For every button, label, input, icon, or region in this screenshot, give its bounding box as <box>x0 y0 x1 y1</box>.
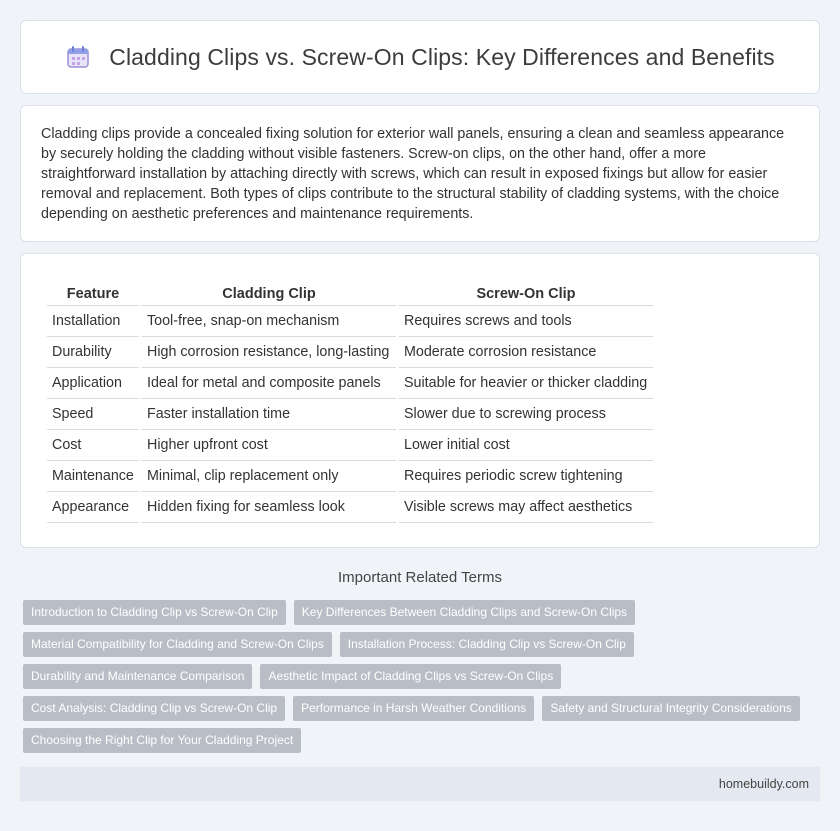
table-row <box>47 306 653 337</box>
cladding-clip-cell: Minimal, clip replacement only <box>142 461 396 492</box>
table-row <box>47 430 653 461</box>
cladding-clip-cell: Hidden fixing for seamless look <box>142 492 396 523</box>
feature-cell: Application <box>47 368 139 399</box>
comparison-card <box>20 253 820 548</box>
related-term-tag[interactable]: Durability and Maintenance Comparison <box>23 664 252 689</box>
feature-cell: Speed <box>47 399 139 430</box>
table-row <box>47 337 653 368</box>
header-card <box>20 20 820 94</box>
related-term-tag[interactable]: Installation Process: Cladding Clip vs Screw-On Clip <box>340 632 634 657</box>
table-row <box>47 492 653 523</box>
intro-card <box>20 105 820 242</box>
feature-cell: Appearance <box>47 492 139 523</box>
cladding-clip-cell: Higher upfront cost <box>142 430 396 461</box>
calendar-icon <box>65 44 91 70</box>
feature-cell: Installation <box>47 306 139 337</box>
cladding-clip-cell: High corrosion resistance, long-lasting <box>142 337 396 368</box>
screw-on-clip-cell: Moderate corrosion resistance <box>399 337 653 368</box>
screw-on-clip-cell: Requires periodic screw tightening <box>399 461 653 492</box>
feature-cell: Cost <box>47 430 139 461</box>
table-header-row <box>47 280 653 306</box>
footer-site-link[interactable]: homebuildy.com <box>718 777 809 791</box>
screw-on-clip-cell: Slower due to screwing process <box>399 399 653 430</box>
page-title: Cladding Clips vs. Screw-On Clips: Key Differences and Benefits <box>109 43 775 70</box>
related-term-tag[interactable]: Choosing the Right Clip for Your Cladding Project <box>23 728 301 753</box>
screw-on-clip-cell: Requires screws and tools <box>399 306 653 337</box>
cladding-clip-cell: Faster installation time <box>142 399 396 430</box>
related-terms-list <box>23 600 823 760</box>
related-term-tag[interactable]: Material Compatibility for Cladding and Screw-On Clips <box>23 632 332 657</box>
table-row <box>47 461 653 492</box>
table-row <box>47 368 653 399</box>
cladding-clip-cell: Tool-free, snap-on mechanism <box>142 306 396 337</box>
feature-cell: Maintenance <box>47 461 139 492</box>
related-term-tag[interactable]: Safety and Structural Integrity Considerations <box>542 696 799 721</box>
screw-on-clip-cell: Lower initial cost <box>399 430 653 461</box>
feature-cell: Durability <box>47 337 139 368</box>
footer <box>20 767 820 801</box>
column-header-feature: Feature <box>47 280 139 306</box>
comparison-table <box>44 280 656 523</box>
related-terms-title: Important Related Terms <box>338 569 502 586</box>
column-header-cladding-clip: Cladding Clip <box>142 280 396 306</box>
title-wrap <box>65 44 775 71</box>
related-term-tag[interactable]: Aesthetic Impact of Cladding Clips vs Screw-On Clips <box>260 664 561 689</box>
table-row <box>47 399 653 430</box>
cladding-clip-cell: Ideal for metal and composite panels <box>142 368 396 399</box>
screw-on-clip-cell: Visible screws may affect aesthetics <box>399 492 653 523</box>
related-term-tag[interactable]: Performance in Harsh Weather Conditions <box>293 696 534 721</box>
screw-on-clip-cell: Suitable for heavier or thicker cladding <box>399 368 653 399</box>
related-term-tag[interactable]: Key Differences Between Cladding Clips and Screw-On Clips <box>294 600 635 625</box>
column-header-screw-on-clip: Screw-On Clip <box>399 280 653 306</box>
intro-paragraph: Cladding clips provide a concealed fixing solution for exterior wall panels, ensuring a clean and seamless appearance by securely holding the cladding without visible fasteners. Screw-on clips, on the other hand, offer a more straightforward installation by attaching directly with screws, which can result in exposed fixings but allow for easier removal and replacement. Both types of clips contribute to the structural stability of cladding systems, with the choice depending on aesthetic preferences and maintenance requirements. <box>41 126 785 222</box>
related-term-tag[interactable]: Introduction to Cladding Clip vs Screw-On Clip <box>23 600 286 625</box>
related-term-tag[interactable]: Cost Analysis: Cladding Clip vs Screw-On Clip <box>23 696 285 721</box>
